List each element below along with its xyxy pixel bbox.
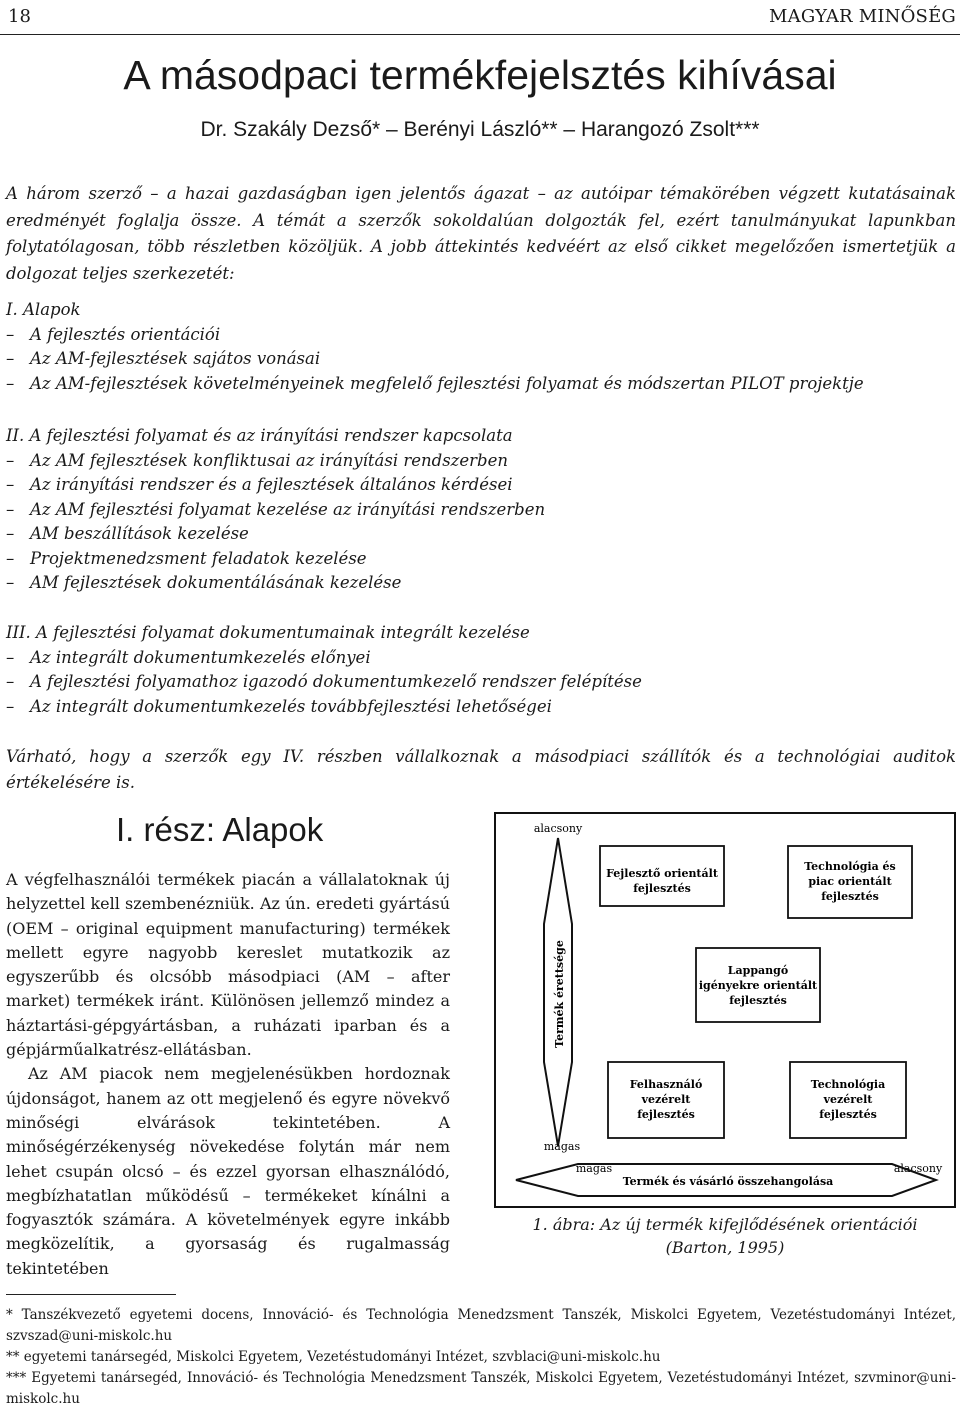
dash: – [6, 450, 15, 470]
figure-frame [494, 812, 956, 1208]
footnotes [6, 1305, 956, 1410]
box-technology-driven [790, 1062, 906, 1138]
dash: – [6, 475, 15, 494]
outline-item: – Projektmenedzsment feladatok kezelése [6, 547, 956, 572]
body-paragraph: A végfelhasználói termékek piacán a vállalatoknak új helyzettel kell szembenézniük. Az ún. eredeti gyártású (OEM – original equipment manufacturing) termékek mellett egyre nagyobb kereslet mutatkozik az egyszerűbb és olcsóbb másodpiaci (AM – after market) termékek iránt. Különösen jellemző mindez a háztartási-gépgyártásban, a ruházati iparban és a gépjárműalkatrész-ellátásban. [6, 870, 450, 1060]
figure-caption [494, 1213, 956, 1259]
outline-heading: II. A fejlesztési folyamat és az irányítási rendszer kapcsolata [6, 426, 513, 445]
outline-part-1 [6, 298, 956, 396]
outline-item: – AM beszállítások kezelése [6, 522, 956, 547]
outline-item: – Az AM-fejlesztések követelményeinek megfelelő fejlesztési folyamat és módszertan PILOT projektje [6, 372, 956, 397]
outline-item: – Az integrált dokumentumkezelés továbbfejlesztési lehetőségei [6, 695, 956, 720]
outline-item: – Az integrált dokumentumkezelés előnyei [6, 646, 956, 671]
dash: – [6, 573, 15, 592]
dash: – [6, 524, 15, 543]
figure-caption-source: (Barton, 1995) [665, 1238, 785, 1257]
dash: – [6, 696, 15, 716]
svg-text:vezérelt: vezérelt [823, 1093, 873, 1106]
article-lead: A három szerző – a hazai gazdaságban igen jelentős ágazat – az autóipar témakörében végzett kutatásainak eredményét foglalja össze. A témát a szerzők sokoldalúan dolgozták fel, ezért tanulmányukat lapunkban folytatólagosan, több részletben közöljük. A jobb áttekintés kedvéért az első cikket megelőzően ismertetjük a dolgozat teljes szerkezetét: [6, 184, 956, 283]
box-user-driven [608, 1062, 724, 1138]
box-latent-needs-oriented [696, 948, 820, 1022]
axis-label-high-left: magas [543, 1140, 581, 1153]
article-authors: Dr. Szakály Dezső* – Berényi László** – Harangozó Zsolt*** [200, 118, 760, 141]
dash: – [6, 548, 15, 568]
svg-text:fejlesztés: fejlesztés [819, 1108, 877, 1121]
orientation-diagram [496, 814, 954, 1206]
dash: – [6, 672, 15, 691]
svg-text:Lappangó: Lappangó [727, 964, 789, 977]
svg-text:fejlesztés: fejlesztés [729, 994, 787, 1007]
dash: – [6, 499, 15, 519]
box-technology-market-oriented [788, 846, 912, 918]
article-title: A másodpaci termékfejelsztés kihívásai [123, 52, 837, 98]
footnote: ** egyetemi tanársegéd, Miskolci Egyetem, Vezetéstudományi Intézet, szvblaci@uni-miskolc.hu [6, 1349, 661, 1365]
svg-text:fejlesztés: fejlesztés [821, 890, 879, 903]
svg-text:fejlesztés: fejlesztés [637, 1108, 695, 1121]
svg-text:Fejlesztő orientált: Fejlesztő orientált [606, 867, 718, 880]
dash: – [6, 373, 15, 393]
outline-part-2 [6, 424, 956, 596]
dash: – [6, 647, 15, 667]
footnote: *** Egyetemi tanársegéd, Innováció- és Technológia Menedzsment Tanszék, Miskolci Egyetem, Vezetéstudományi Intézet, szvminor@uni-miskolc.hu [6, 1370, 956, 1407]
body-paragraph: Az AM piacok nem megjelenésükben hordoznak újdonságot, hanem az ott megjelenő és egyre növekvő minőségi elvárások tekintetében. A minőségérzékenység növekedése folytán már nem lehet csupán olcsó – és ezzel gyorsan elhasználódó, megbízhatatlan működésű – termékeket kínálni a fogyasztók számára. A követelmények egyre inkább megközelítik, a gyorsaság és rugalmasság tekintetében [6, 1064, 450, 1278]
svg-text:igényekre orientált: igényekre orientált [698, 979, 818, 992]
page-number: 18 [8, 6, 31, 27]
outline-item: – Az AM-fejlesztések sajátos vonásai [6, 347, 956, 372]
vertical-axis-label: Termék érettsége [553, 940, 566, 1048]
footnote: * Tanszékvezető egyetemi docens, Innováció- és Technológia Menedzsment Tanszék, Miskolci Egyetem, Vezetéstudományi Intézet, szvszad@uni-miskolc.hu [6, 1307, 956, 1344]
svg-text:Technológia és: Technológia és [804, 860, 896, 873]
dash: – [6, 349, 15, 368]
svg-text:vezérelt: vezérelt [641, 1093, 691, 1106]
horizontal-axis-label: Termék és vásárló összehangolása [622, 1175, 834, 1188]
axis-label-low-right: alacsony [893, 1162, 943, 1175]
svg-text:Technológia: Technológia [810, 1078, 886, 1091]
footnote-rule [6, 1294, 176, 1295]
outline-item: – Az AM fejlesztések konfliktusai az irányítási rendszerben [6, 449, 956, 474]
outline-item: – Az AM fejlesztési folyamat kezelése az irányítási rendszerben [6, 498, 956, 523]
journal-name: MAGYAR MINŐSÉG [769, 6, 956, 27]
svg-text:Felhasználó: Felhasználó [629, 1078, 703, 1091]
figure-caption-title: 1. ábra: Az új termék kifejlődésének orientációi [532, 1215, 918, 1234]
svg-text:fejlesztés: fejlesztés [633, 882, 691, 895]
outline-item: – Az irányítási rendszer és a fejlesztések általános kérdései [6, 473, 956, 498]
article-closing-note: Várható, hogy a szerzők egy IV. részben vállalkoznak a másodpiaci szállítók és a technológiai auditok értékelésére is. [6, 747, 956, 792]
outline-part-3 [6, 621, 956, 719]
svg-text:piac orientált: piac orientált [808, 875, 892, 888]
axis-label-low-top: alacsony [533, 822, 583, 835]
outline-heading: III. A fejlesztési folyamat dokumentumainak integrált kezelése [6, 623, 530, 642]
section-heading: I. rész: Alapok [116, 811, 324, 848]
body-column [6, 868, 450, 1281]
box-developer-oriented [600, 846, 724, 906]
dash: – [6, 324, 15, 344]
outline-item: – AM fejlesztések dokumentálásának kezelése [6, 571, 956, 596]
axis-label-high-bottom: magas [575, 1162, 613, 1175]
outline-item: – A fejlesztési folyamathoz igazodó dokumentumkezelő rendszer felépítése [6, 670, 956, 695]
outline-heading: I. Alapok [6, 300, 81, 319]
outline-item: – A fejlesztés orientációi [6, 323, 956, 348]
